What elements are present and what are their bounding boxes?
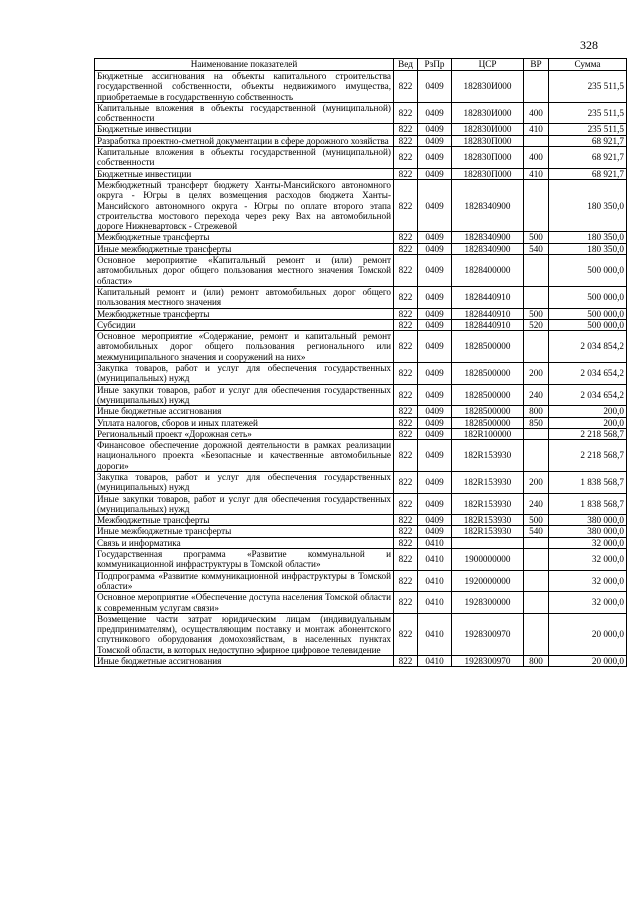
- row-rzpr: 0409: [418, 168, 452, 179]
- table-row: [95, 319, 627, 330]
- row-name: Закупка товаров, работ и услуг для обеспечения государственных (муниципальных) нужд: [95, 471, 394, 493]
- table-row: [95, 493, 627, 515]
- row-rzpr: 0409: [418, 493, 452, 515]
- table-row: [95, 613, 627, 655]
- row-name: Уплата налогов, сборов и иных платежей: [95, 417, 394, 428]
- row-name: Государственная программа «Развитие коммунальной и коммуникационной инфраструктуры в Томской области»: [95, 549, 394, 571]
- header-name: Наименование показателей: [95, 59, 394, 71]
- row-vr: 400: [524, 147, 549, 169]
- row-rzpr: 0409: [418, 255, 452, 287]
- table-row: [95, 526, 627, 537]
- row-csr: 1828500000: [452, 384, 524, 406]
- table-row: [95, 102, 627, 124]
- row-rzpr: 0409: [418, 384, 452, 406]
- table-row: [95, 232, 627, 243]
- table-row: [95, 384, 627, 406]
- row-name: Разработка проектно-сметной документации в сфере дорожного хозяйства: [95, 135, 394, 146]
- row-vr: [524, 537, 549, 548]
- row-vr: 410: [524, 124, 549, 135]
- table-row: [95, 168, 627, 179]
- row-sum: 235 511,5: [549, 71, 627, 103]
- row-rzpr: 0409: [418, 417, 452, 428]
- row-ved: 822: [394, 440, 418, 472]
- table-row: [95, 243, 627, 254]
- table-row: [95, 592, 627, 614]
- row-sum: 20 000,0: [549, 613, 627, 655]
- row-csr: 182R153930: [452, 471, 524, 493]
- row-ved: 822: [394, 363, 418, 385]
- row-sum: 32 000,0: [549, 549, 627, 571]
- row-rzpr: 0409: [418, 331, 452, 363]
- page-number: 328: [580, 38, 598, 52]
- row-vr: 540: [524, 526, 549, 537]
- row-name: Основное мероприятие «Содержание, ремонт и капитальный ремонт автомобильных дорог общего пользования регионального или межмуниципального значения и сооружений на них»: [95, 331, 394, 363]
- row-csr: 1928300970: [452, 613, 524, 655]
- row-vr: 240: [524, 493, 549, 515]
- row-ved: 822: [394, 549, 418, 571]
- row-rzpr: 0409: [418, 526, 452, 537]
- row-csr: 182830П000: [452, 168, 524, 179]
- row-ved: 822: [394, 102, 418, 124]
- row-vr: [524, 592, 549, 614]
- row-sum: 2 218 568,7: [549, 428, 627, 439]
- row-rzpr: 0409: [418, 135, 452, 146]
- row-rzpr: 0409: [418, 179, 452, 231]
- row-ved: 822: [394, 406, 418, 417]
- row-name: Капитальные вложения в объекты государственной (муниципальной) собственности: [95, 147, 394, 169]
- row-csr: 182830И000: [452, 124, 524, 135]
- row-ved: 822: [394, 493, 418, 515]
- row-sum: 500 000,0: [549, 255, 627, 287]
- row-name: Региональный проект «Дорожная сеть»: [95, 428, 394, 439]
- row-csr: 182R153930: [452, 493, 524, 515]
- row-vr: 540: [524, 243, 549, 254]
- row-vr: [524, 549, 549, 571]
- row-vr: [524, 179, 549, 231]
- budget-table: [94, 58, 627, 667]
- row-ved: 822: [394, 71, 418, 103]
- row-csr: 1828340900: [452, 232, 524, 243]
- row-vr: 800: [524, 656, 549, 667]
- row-name: Субсидии: [95, 319, 394, 330]
- row-vr: 400: [524, 102, 549, 124]
- row-sum: 68 921,7: [549, 168, 627, 179]
- row-csr: 1828440910: [452, 308, 524, 319]
- row-ved: 822: [394, 179, 418, 231]
- row-sum: 200,0: [549, 417, 627, 428]
- row-name: Иные межбюджетные трансферты: [95, 526, 394, 537]
- row-csr: 1900000000: [452, 549, 524, 571]
- row-csr: 1828500000: [452, 417, 524, 428]
- row-sum: 20 000,0: [549, 656, 627, 667]
- row-rzpr: 0409: [418, 243, 452, 254]
- row-sum: 68 921,7: [549, 135, 627, 146]
- row-vr: [524, 71, 549, 103]
- row-vr: 500: [524, 308, 549, 319]
- row-name: Бюджетные инвестиции: [95, 168, 394, 179]
- row-csr: 1828400000: [452, 255, 524, 287]
- row-vr: 520: [524, 319, 549, 330]
- table-row: [95, 363, 627, 385]
- row-ved: 822: [394, 124, 418, 135]
- row-name: Возмещение части затрат юридическим лицам (индивидуальным предпринимателям), осуществляющим поставку и монтаж абонентского спутникового оборудования домохозяйствам, в населенных пунктах Томской области, в которых недоступно эфирное цифровое телевидение: [95, 613, 394, 655]
- row-vr: [524, 613, 549, 655]
- row-ved: 822: [394, 592, 418, 614]
- row-name: Бюджетные ассигнования на объекты капитального строительства государственной собственности, объекты недвижимого имущества, приобретаемые в государственную собственность: [95, 71, 394, 103]
- row-rzpr: 0410: [418, 537, 452, 548]
- row-rzpr: 0410: [418, 613, 452, 655]
- row-rzpr: 0410: [418, 570, 452, 592]
- row-csr: 1828500000: [452, 331, 524, 363]
- row-sum: 500 000,0: [549, 319, 627, 330]
- row-sum: 2 034 854,2: [549, 331, 627, 363]
- row-ved: 822: [394, 331, 418, 363]
- row-csr: 1920000000: [452, 570, 524, 592]
- table-row: [95, 286, 627, 308]
- table-row: [95, 549, 627, 571]
- row-name: Межбюджетные трансферты: [95, 308, 394, 319]
- row-csr: 1928300000: [452, 592, 524, 614]
- row-vr: 240: [524, 384, 549, 406]
- row-sum: 32 000,0: [549, 570, 627, 592]
- table-row: [95, 417, 627, 428]
- row-name: Связь и информатика: [95, 537, 394, 548]
- row-ved: 822: [394, 319, 418, 330]
- row-sum: 68 921,7: [549, 147, 627, 169]
- table-row: [95, 331, 627, 363]
- row-sum: 2 034 654,2: [549, 363, 627, 385]
- row-sum: 32 000,0: [549, 537, 627, 548]
- row-vr: 850: [524, 417, 549, 428]
- row-sum: 32 000,0: [549, 592, 627, 614]
- table-row: [95, 135, 627, 146]
- row-rzpr: 0410: [418, 592, 452, 614]
- row-csr: 182830П000: [452, 135, 524, 146]
- header-sum: Сумма: [549, 59, 627, 71]
- row-ved: 822: [394, 384, 418, 406]
- row-rzpr: 0409: [418, 406, 452, 417]
- table-row: [95, 515, 627, 526]
- row-ved: 822: [394, 308, 418, 319]
- table-row: [95, 537, 627, 548]
- row-csr: 1928300970: [452, 656, 524, 667]
- row-rzpr: 0409: [418, 471, 452, 493]
- row-csr: 182830И000: [452, 102, 524, 124]
- row-ved: 822: [394, 168, 418, 179]
- row-csr: 1828440910: [452, 319, 524, 330]
- row-rzpr: 0410: [418, 549, 452, 571]
- row-sum: 1 838 568,7: [549, 471, 627, 493]
- row-sum: 200,0: [549, 406, 627, 417]
- row-name: Капитальные вложения в объекты государственной (муниципальной) собственности: [95, 102, 394, 124]
- header-vr: ВР: [524, 59, 549, 71]
- row-rzpr: 0409: [418, 319, 452, 330]
- table-row: [95, 570, 627, 592]
- table-row: [95, 124, 627, 135]
- row-ved: 822: [394, 428, 418, 439]
- row-ved: 822: [394, 526, 418, 537]
- row-rzpr: 0409: [418, 428, 452, 439]
- row-name: Межбюджетные трансферты: [95, 515, 394, 526]
- row-vr: 200: [524, 363, 549, 385]
- row-sum: 500 000,0: [549, 308, 627, 319]
- row-csr: 182R153930: [452, 526, 524, 537]
- row-csr: 182R100000: [452, 428, 524, 439]
- row-csr: 1828440910: [452, 286, 524, 308]
- row-sum: 180 350,0: [549, 243, 627, 254]
- row-sum: 180 350,0: [549, 232, 627, 243]
- row-rzpr: 0410: [418, 656, 452, 667]
- row-rzpr: 0409: [418, 515, 452, 526]
- row-vr: [524, 440, 549, 472]
- row-name: Основное мероприятие «Обеспечение доступа населения Томской области к современным услугам связи»: [95, 592, 394, 614]
- row-name: Иные бюджетные ассигнования: [95, 406, 394, 417]
- table-row: [95, 440, 627, 472]
- table-row: [95, 255, 627, 287]
- row-name: Основное мероприятие «Капитальный ремонт и (или) ремонт автомобильных дорог общего пользования местного значения Томской области»: [95, 255, 394, 287]
- row-sum: 2 218 568,7: [549, 440, 627, 472]
- row-name: Иные закупки товаров, работ и услуг для обеспечения государственных (муниципальных) нужд: [95, 384, 394, 406]
- row-rzpr: 0409: [418, 232, 452, 243]
- table-row: [95, 656, 627, 667]
- row-csr: 1828340900: [452, 179, 524, 231]
- row-rzpr: 0409: [418, 363, 452, 385]
- row-ved: 822: [394, 471, 418, 493]
- row-name: Иные межбюджетные трансферты: [95, 243, 394, 254]
- row-csr: 182R153930: [452, 515, 524, 526]
- row-vr: [524, 286, 549, 308]
- row-sum: 500 000,0: [549, 286, 627, 308]
- row-rzpr: 0409: [418, 286, 452, 308]
- table-row: [95, 406, 627, 417]
- row-sum: 235 511,5: [549, 102, 627, 124]
- row-vr: [524, 331, 549, 363]
- row-ved: 822: [394, 570, 418, 592]
- row-csr: [452, 537, 524, 548]
- row-vr: 500: [524, 232, 549, 243]
- row-sum: 380 000,0: [549, 526, 627, 537]
- row-ved: 822: [394, 147, 418, 169]
- row-name: Иные закупки товаров, работ и услуг для обеспечения государственных (муниципальных) нужд: [95, 493, 394, 515]
- row-name: Межбюджетный трансферт бюджету Ханты-Мансийского автономного округа - Югры в целях возмещения расходов бюджета Ханты-Мансийского автономного округа - Югры по оплате второго этапа строительства мостового перехода через реку Вах на автомобильной дороге Нижневартовск - Стрежевой: [95, 179, 394, 231]
- row-rzpr: 0409: [418, 440, 452, 472]
- row-csr: 1828500000: [452, 406, 524, 417]
- row-name: Бюджетные инвестиции: [95, 124, 394, 135]
- table-row: [95, 471, 627, 493]
- table-row: [95, 428, 627, 439]
- row-csr: 182830И000: [452, 71, 524, 103]
- row-ved: 822: [394, 656, 418, 667]
- header-ved: Вед: [394, 59, 418, 71]
- row-name: Иные бюджетные ассигнования: [95, 656, 394, 667]
- row-csr: 1828340900: [452, 243, 524, 254]
- row-vr: 500: [524, 515, 549, 526]
- table-header-row: [95, 59, 627, 71]
- row-ved: 822: [394, 286, 418, 308]
- header-csr: ЦСР: [452, 59, 524, 71]
- row-csr: 182R153930: [452, 440, 524, 472]
- table-row: [95, 71, 627, 103]
- row-sum: 235 511,5: [549, 124, 627, 135]
- row-name: Капитальный ремонт и (или) ремонт автомобильных дорог общего пользования местного значения: [95, 286, 394, 308]
- row-ved: 822: [394, 515, 418, 526]
- row-ved: 822: [394, 255, 418, 287]
- row-rzpr: 0409: [418, 308, 452, 319]
- row-vr: [524, 135, 549, 146]
- row-sum: 2 034 654,2: [549, 384, 627, 406]
- row-name: Подпрограмма «Развитие коммуникационной инфраструктуры в Томской области»: [95, 570, 394, 592]
- row-name: Финансовое обеспечение дорожной деятельности в рамках реализации национального проекта «Безопасные и качественные автомобильные дороги»: [95, 440, 394, 472]
- row-ved: 822: [394, 613, 418, 655]
- row-ved: 822: [394, 537, 418, 548]
- row-sum: 180 350,0: [549, 179, 627, 231]
- row-rzpr: 0409: [418, 124, 452, 135]
- row-ved: 822: [394, 135, 418, 146]
- row-vr: [524, 570, 549, 592]
- table-row: [95, 147, 627, 169]
- row-ved: 822: [394, 417, 418, 428]
- row-sum: 1 838 568,7: [549, 493, 627, 515]
- table-row: [95, 308, 627, 319]
- row-rzpr: 0409: [418, 147, 452, 169]
- row-csr: 1828500000: [452, 363, 524, 385]
- row-vr: [524, 255, 549, 287]
- row-ved: 822: [394, 232, 418, 243]
- row-vr: [524, 428, 549, 439]
- table-row: [95, 179, 627, 231]
- row-ved: 822: [394, 243, 418, 254]
- row-vr: 200: [524, 471, 549, 493]
- header-rzpr: РзПр: [418, 59, 452, 71]
- row-name: Межбюджетные трансферты: [95, 232, 394, 243]
- row-rzpr: 0409: [418, 102, 452, 124]
- row-rzpr: 0409: [418, 71, 452, 103]
- row-csr: 182830П000: [452, 147, 524, 169]
- row-vr: 410: [524, 168, 549, 179]
- row-sum: 380 000,0: [549, 515, 627, 526]
- row-name: Закупка товаров, работ и услуг для обеспечения государственных (муниципальных) нужд: [95, 363, 394, 385]
- row-vr: 800: [524, 406, 549, 417]
